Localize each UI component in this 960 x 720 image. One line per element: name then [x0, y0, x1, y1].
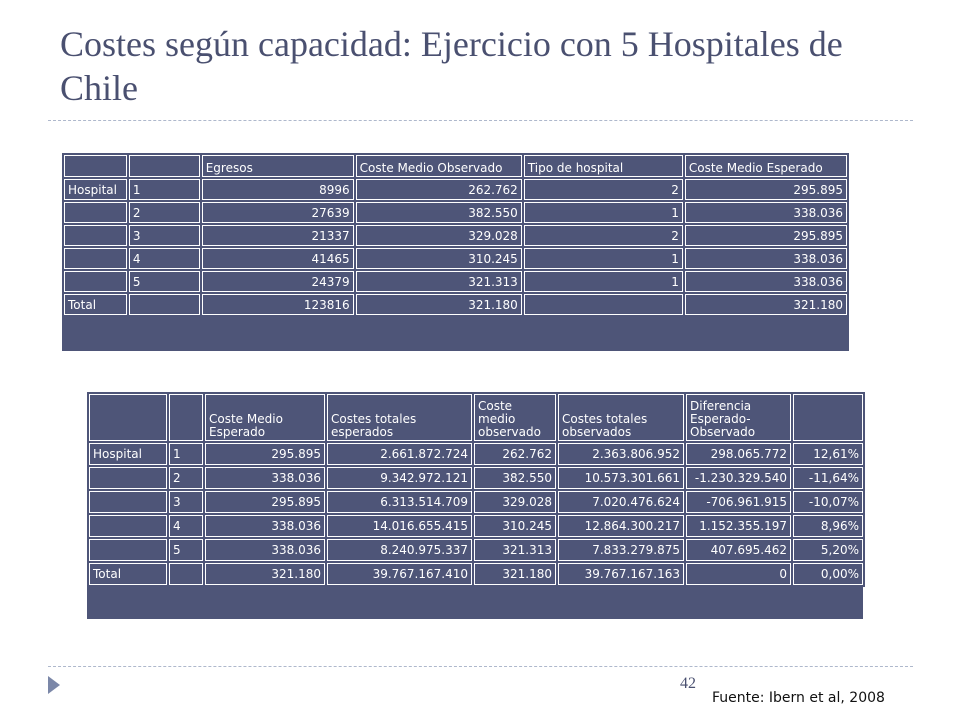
column-header	[64, 155, 127, 177]
cost-comparison-table	[87, 392, 863, 619]
table-cell: 321.180	[685, 294, 847, 315]
table-cell: 1	[524, 248, 683, 269]
table-cell: 2.363.806.952	[558, 443, 684, 465]
table-cell: 8.240.975.337	[327, 539, 472, 561]
column-header: Egresos	[202, 155, 354, 177]
table-cell: 262.762	[356, 179, 522, 200]
table-cell: 7.020.476.624	[558, 491, 684, 513]
table-cell	[524, 294, 683, 315]
column-header	[169, 394, 203, 441]
table-cell: 41465	[202, 248, 354, 269]
slide-title: Costes según capacidad: Ejercicio con 5 Hospitales de Chile	[60, 24, 843, 108]
table-cell: 310.245	[474, 515, 556, 537]
table-cell: 9.342.972.121	[327, 467, 472, 489]
table-cell: 10.573.301.661	[558, 467, 684, 489]
table-cell: 321.180	[356, 294, 522, 315]
table-cell: 262.762	[474, 443, 556, 465]
table-cell: 5,20%	[793, 539, 863, 561]
capacity-table	[62, 153, 849, 351]
table-cell: -11,64%	[793, 467, 863, 489]
top-divider	[48, 120, 913, 121]
table-cell: 2	[524, 225, 683, 246]
table-cell: 382.550	[356, 202, 522, 223]
triangle-bullet-icon	[48, 676, 60, 694]
table-row	[89, 563, 863, 585]
table-cell: 321.180	[205, 563, 325, 585]
table-row	[64, 248, 847, 269]
column-header: Costes totales esperados	[327, 394, 472, 441]
row-label	[89, 467, 167, 489]
column-header	[89, 394, 167, 441]
table-row	[64, 202, 847, 223]
table-cell: -1.230.329.540	[686, 467, 791, 489]
row-label	[64, 225, 127, 246]
row-label: Hospital	[64, 179, 127, 200]
table-footer	[62, 317, 849, 351]
table-row	[64, 271, 847, 292]
row-label	[89, 539, 167, 561]
row-label	[64, 202, 127, 223]
column-header	[793, 394, 863, 441]
table-cell: 8,96%	[793, 515, 863, 537]
row-label	[64, 271, 127, 292]
column-header: Tipo de hospital	[524, 155, 683, 177]
table-cell: 2	[169, 467, 203, 489]
table-cell: 12.864.300.217	[558, 515, 684, 537]
table-cell: -706.961.915	[686, 491, 791, 513]
table-row	[89, 467, 863, 489]
table-row	[64, 225, 847, 246]
table-cell: 39.767.167.163	[558, 563, 684, 585]
table-cell: 321.180	[474, 563, 556, 585]
table-cell	[169, 563, 203, 585]
row-label	[64, 248, 127, 269]
column-header: Diferencia Esperado-Observado	[686, 394, 791, 441]
header-row	[89, 394, 863, 441]
table-cell: 1	[524, 202, 683, 223]
table-cell: 321.313	[474, 539, 556, 561]
row-label	[89, 491, 167, 513]
column-header: Coste Medio Observado	[356, 155, 522, 177]
table-cell: 24379	[202, 271, 354, 292]
table-cell: 3	[129, 225, 200, 246]
column-header	[129, 155, 200, 177]
table-cell	[129, 294, 200, 315]
table-row	[89, 539, 863, 561]
table-cell: 7.833.279.875	[558, 539, 684, 561]
table-cell: 0,00%	[793, 563, 863, 585]
table-cell: 4	[169, 515, 203, 537]
table-cell: 3	[169, 491, 203, 513]
column-header: Costes totales observados	[558, 394, 684, 441]
table-cell: 310.245	[356, 248, 522, 269]
table-row	[89, 491, 863, 513]
table-cell: 2	[524, 179, 683, 200]
column-header: Coste Medio Esperado	[205, 394, 325, 441]
table-cell: 329.028	[474, 491, 556, 513]
table-row	[64, 294, 847, 315]
table-cell: 338.036	[205, 539, 325, 561]
table-cell: 4	[129, 248, 200, 269]
table-cell: 295.895	[685, 225, 847, 246]
table-cell: 123816	[202, 294, 354, 315]
table-cell: 14.016.655.415	[327, 515, 472, 537]
table-cell: 321.313	[356, 271, 522, 292]
table-cell: 338.036	[685, 248, 847, 269]
source-citation: Fuente: Ibern et al, 2008	[712, 690, 885, 706]
table-cell: 1.152.355.197	[686, 515, 791, 537]
table-cell: 295.895	[205, 443, 325, 465]
table-cell: 8996	[202, 179, 354, 200]
table-cell: 407.695.462	[686, 539, 791, 561]
header-row	[64, 155, 847, 177]
table-cell: 329.028	[356, 225, 522, 246]
table-cell: 21337	[202, 225, 354, 246]
row-label: Total	[64, 294, 127, 315]
table-cell: 295.895	[685, 179, 847, 200]
bottom-divider	[48, 666, 913, 667]
table-cell: 338.036	[685, 202, 847, 223]
table-footer	[87, 587, 863, 619]
table-cell: 39.767.167.410	[327, 563, 472, 585]
table-cell: 298.065.772	[686, 443, 791, 465]
column-header: Coste medio observado	[474, 394, 556, 441]
table-row	[89, 515, 863, 537]
table-cell: 295.895	[205, 491, 325, 513]
row-label: Hospital	[89, 443, 167, 465]
table-cell: 338.036	[205, 467, 325, 489]
table-cell: 2.661.872.724	[327, 443, 472, 465]
table-cell: 0	[686, 563, 791, 585]
table-cell: 6.313.514.709	[327, 491, 472, 513]
table-cell: 1	[524, 271, 683, 292]
table-cell: 382.550	[474, 467, 556, 489]
table-cell: 338.036	[205, 515, 325, 537]
table-cell: 1	[169, 443, 203, 465]
table-cell: 12,61%	[793, 443, 863, 465]
row-label: Total	[89, 563, 167, 585]
table-row	[89, 443, 863, 465]
page-number: 42	[680, 675, 696, 692]
table-cell: 5	[169, 539, 203, 561]
row-label	[89, 515, 167, 537]
table-row	[64, 179, 847, 200]
table-cell: 1	[129, 179, 200, 200]
table-cell: 27639	[202, 202, 354, 223]
table-cell: 338.036	[685, 271, 847, 292]
table-cell: -10,07%	[793, 491, 863, 513]
table-cell: 2	[129, 202, 200, 223]
table-cell: 5	[129, 271, 200, 292]
column-header: Coste Medio Esperado	[685, 155, 847, 177]
